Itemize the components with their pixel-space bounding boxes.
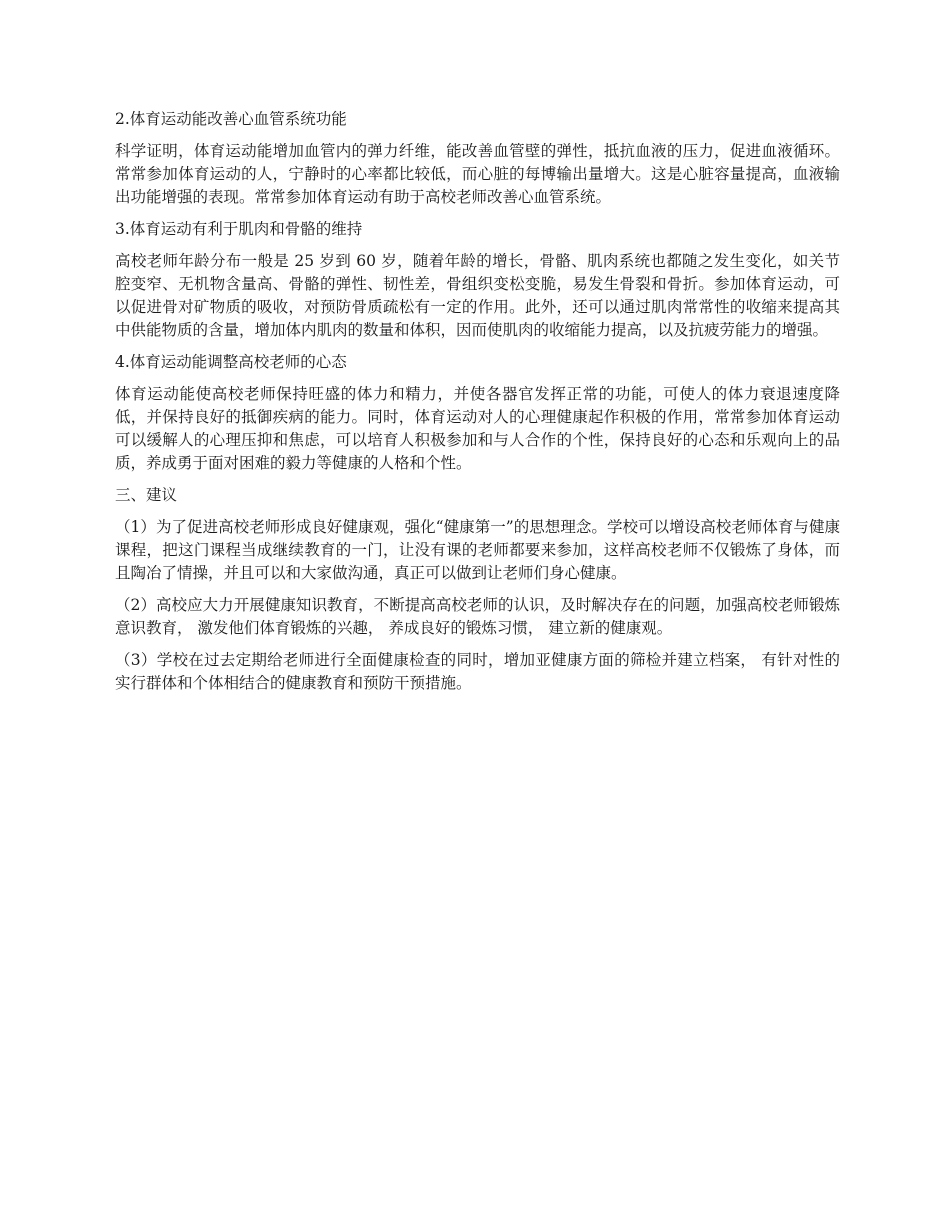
section-heading: 三、建议 [115, 486, 178, 504]
section-heading: 2.体育运动能改善心血管系统功能 [115, 110, 347, 128]
paragraph: 体育运动能使高校老师保持旺盛的体力和精力，并使各器官发挥正常的功能，可使人的体力衰退速度降低，并保持良好的抵御疾病的能力。同时，体育运动对人的心理健康起作积极的作用，常常参加体育运动可以缓解人的心理压抑和焦虑，可以培育人积极参加和与人合作的个性，保持良好的心态和乐观向上的品质，养成勇于面对困难的毅力等健康的人格和个性。 [115, 385, 840, 472]
section-heading: 3.体育运动有利于肌肉和骨骼的维持 [115, 220, 363, 238]
suggestion-paragraph-3: （3）学校在过去定期给老师进行全面健康检查的同时，增加亚健康方面的筛检并建立档案， 有针对性的实行群体和个体相结合的健康教育和预防干预措施。 [115, 651, 840, 692]
document-body [115, 108, 840, 704]
suggestion-paragraph-2: （2）高校应大力开展健康知识教育，不断提高高校老师的认识，及时解决存在的问题，加强高校老师锻炼意识教育， 激发他们体育锻炼的兴趣， 养成良好的锻炼习惯， 建立新的健康观。 [115, 596, 840, 637]
section-cardiovascular [115, 108, 840, 209]
paragraph: 高校老师年龄分布一般是 25 岁到 60 岁，随着年龄的增长，骨骼、肌肉系统也都随之发生变化，如关节腔变窄、无机物含量高、骨骼的弹性、韧性差，骨组织变松变脆，易发生骨裂和骨折。参加体育运动，可以促进骨对矿物质的吸收，对预防骨质疏松有一定的作用。此外，还可以通过肌肉常常性的收缩来提高其中供能物质的含量，增加体内肌肉的数量和体积，因而使肌肉的收缩能力提高，以及抗疲劳能力的增强。 [115, 252, 840, 339]
section-suggestions [115, 484, 840, 695]
section-heading: 4.体育运动能调整高校老师的心态 [115, 353, 347, 371]
section-mindset [115, 351, 840, 475]
section-muscle-bone [115, 218, 840, 342]
suggestion-paragraph-1: （1）为了促进高校老师形成良好健康观，强化“健康第一”的思想理念。学校可以增设高校老师体育与健康课程，把这门课程当成继续教育的一门，让没有课的老师都要来参加，这样高校老师不仅锻炼了身体，而且陶冶了情操，并且可以和大家做沟通，真正可以做到让老师们身心健康。 [115, 518, 840, 582]
paragraph: 科学证明，体育运动能增加血管内的弹力纤维，能改善血管壁的弹性，抵抗血液的压力，促进血液循环。常常参加体育运动的人，宁静时的心率都比较低，而心脏的每博输出量增大。这是心脏容量提高，血液输出功能增强的表现。常常参加体育运动有助于高校老师改善心血管系统。 [115, 142, 840, 206]
